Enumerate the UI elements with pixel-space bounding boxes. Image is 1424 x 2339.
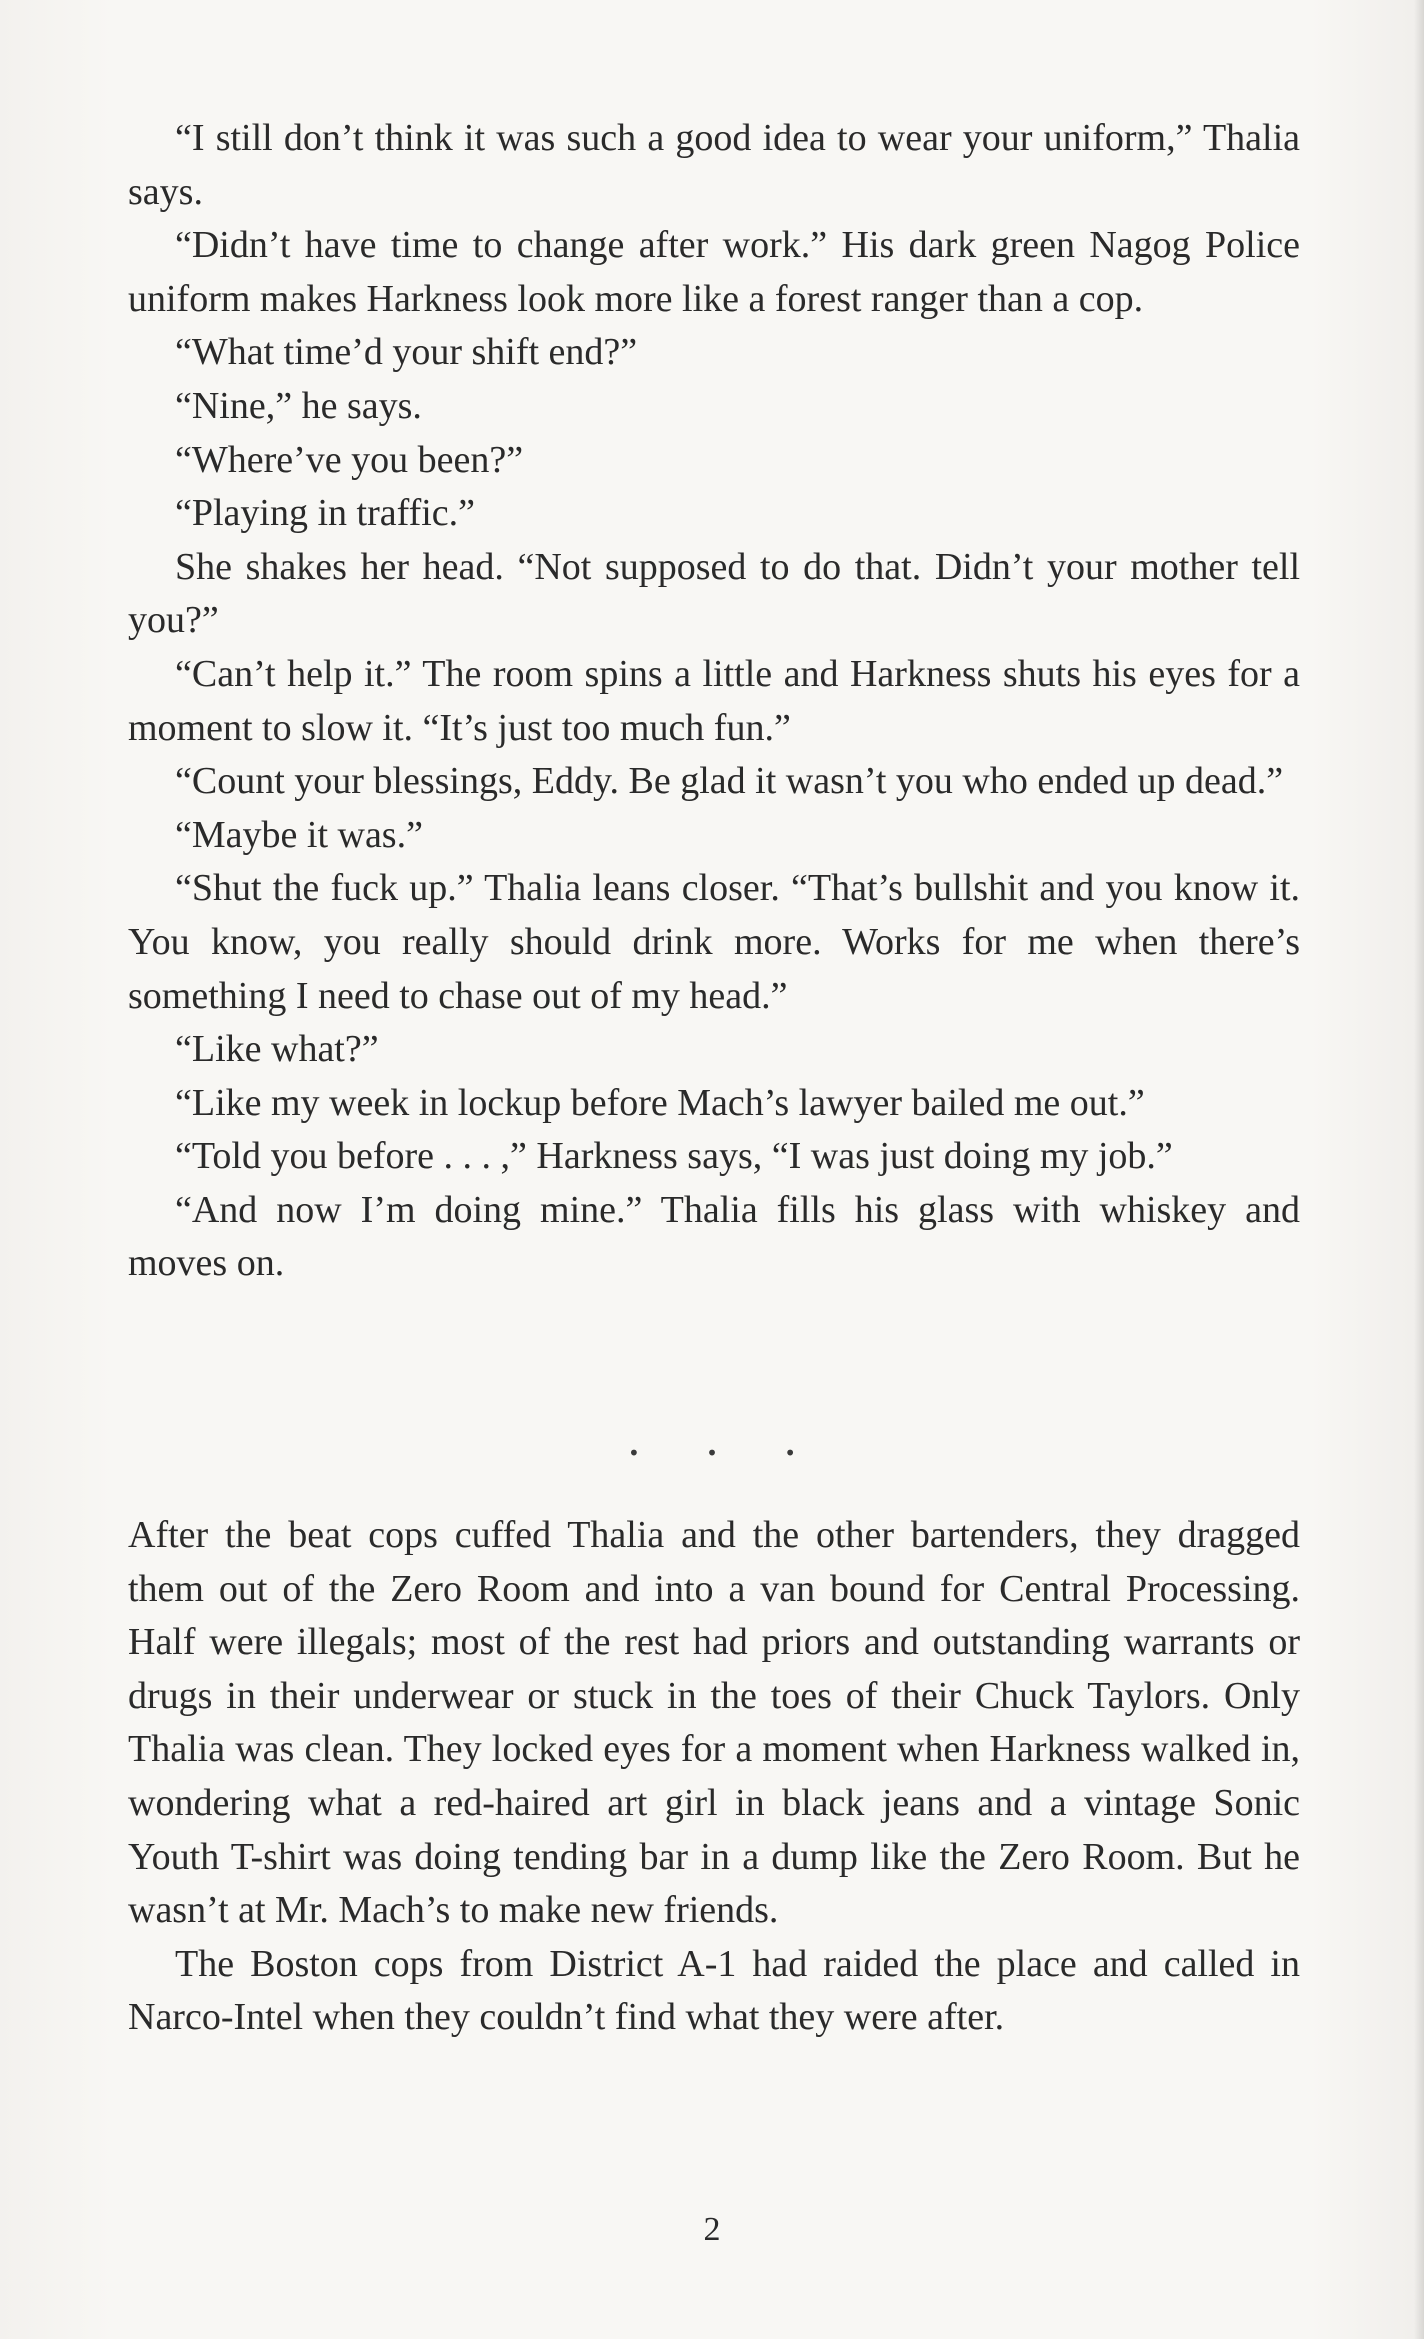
- page-edge-shadow: [1414, 0, 1424, 2339]
- paragraph: After the beat cops cuffed Thalia and the other bartenders, they dragged them out of the Zero Room and into a van bound for Central Processing. Half were illegals; most of the rest had priors and outstanding warrants or drugs in their underwear or stuck in the toes of their Chuck Taylors. Only Thalia was clean. They locked eyes for a moment when Harkness walked in, wondering what a red-haired art girl in black jeans and a vintage Sonic Youth T-shirt was doing tending bar in a dump like the Zero Room. But he wasn’t at Mr. Mach’s to make new friends.: [128, 1514, 1300, 1932]
- paragraph: “I still don’t think it was such a good idea to wear your uniform,” Thalia says.: [128, 117, 1300, 213]
- dialogue-section: [128, 112, 1300, 1291]
- paragraph: The Boston cops from District A-1 had raided the place and called in Narco-Intel when they couldn’t find what they were after.: [128, 1942, 1300, 2039]
- paragraph: “Count your blessings, Eddy. Be glad it wasn’t you who ended up dead.”: [175, 760, 1284, 803]
- paragraph: “Didn’t have time to change after work.” His dark green Nagog Police uniform makes Harkness look more like a forest ranger than a cop.: [128, 224, 1300, 320]
- paragraph: “Can’t help it.” The room spins a little and Harkness shuts his eyes for a moment to slow it. “It’s just too much fun.”: [128, 652, 1300, 749]
- section-break-ornament: • • •: [627, 1441, 827, 1465]
- paragraph: “Playing in traffic.”: [175, 492, 476, 535]
- paragraph: She shakes her head. “Not supposed to do that. Didn’t your mother tell you?”: [128, 545, 1300, 642]
- paragraph: “Like my week in lockup before Mach’s lawyer bailed me out.”: [175, 1081, 1145, 1124]
- paragraph: “Like what?”: [175, 1028, 379, 1071]
- paragraph: “And now I’m doing mine.” Thalia fills his glass with whiskey and moves on.: [128, 1188, 1300, 1285]
- paragraph: “Told you before . . . ,” Harkness says, “I was just doing my job.”: [175, 1135, 1173, 1178]
- paragraph: “Maybe it was.”: [175, 813, 423, 856]
- paragraph: “Shut the fuck up.” Thalia leans closer. “That’s bullshit and you know it. You know, you really should drink more. Works for me when there’s something I need to chase out of my head.”: [128, 867, 1300, 1017]
- paragraph: “Where’ve you been?”: [175, 438, 524, 481]
- paragraph: “What time’d your shift end?”: [175, 331, 638, 374]
- narrative-section: [128, 1509, 1300, 2045]
- page-number: 2: [703, 2211, 721, 2248]
- paragraph: “Nine,” he says.: [175, 384, 422, 427]
